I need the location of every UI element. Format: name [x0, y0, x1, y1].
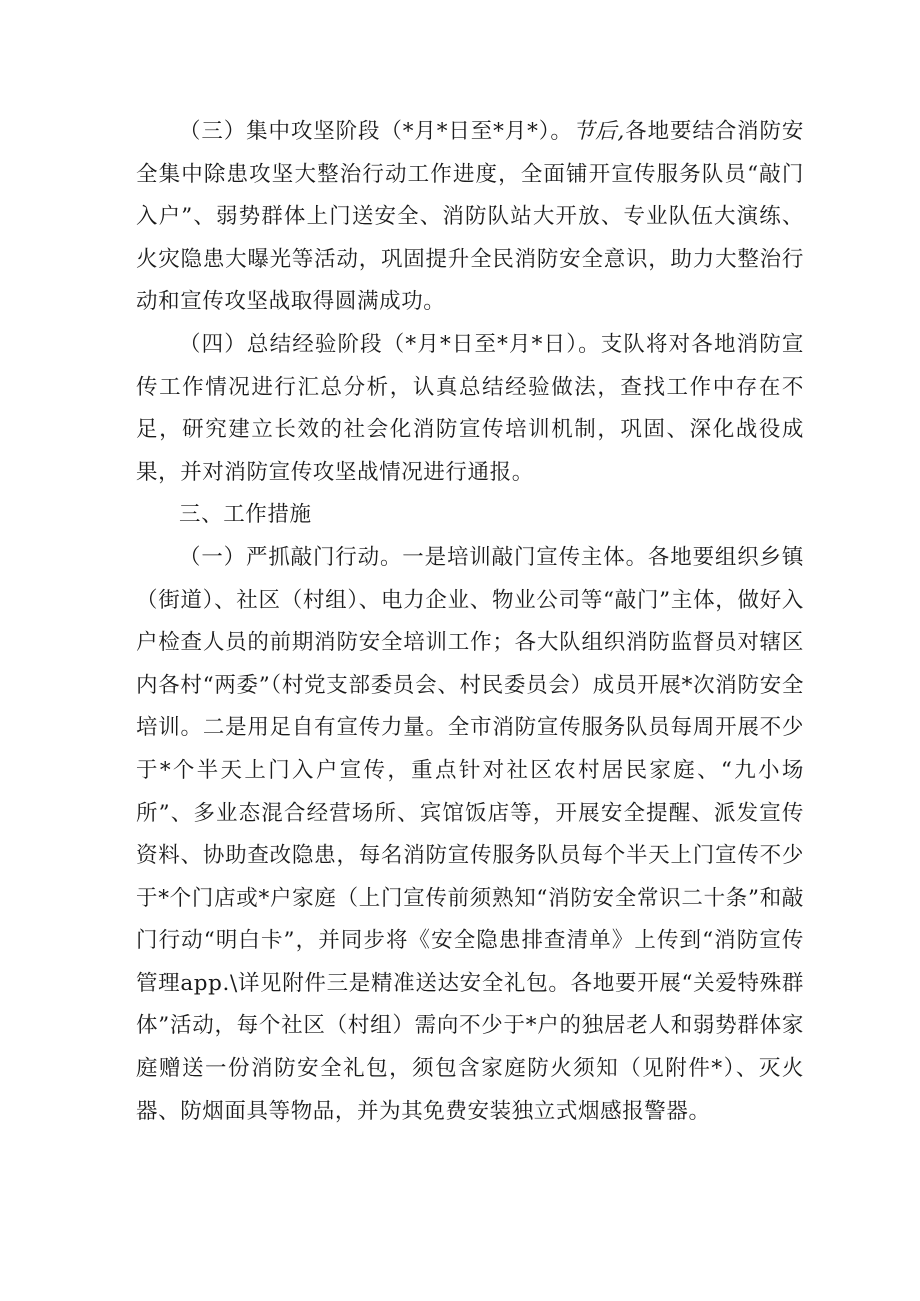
paragraph-lead: （三）集中攻坚阶段（*月*日至*月*）。 [179, 119, 573, 144]
section-heading: 三、工作措施 [179, 502, 312, 528]
paragraph-body: 支队将对各地消防宣传工作情况进行汇总分析，认真总结经验做法，查找工作中存在不足，研究建立长效的社会化消防宣传培训机制，巩固、深化战役成果，并对消防宣传攻坚战情况进行通报。 [136, 331, 804, 485]
paragraph-emphasis: 节后, [572, 119, 625, 144]
paragraph-measures: （一）严抓敲门行动。一是培训敲门宣传主体。各地要组织乡镇（街道）、社区（村组）、电力企业、物业公司等“敲门”主体，做好入户检查人员的前期消防安全培训工作；各大队组织消防监督员对辖区内各村“两委”（村党支部委员会、村民委员会）成员开展*次消防安全培训。二是用足自有宣传力量。全市消防宣传服务队员每周开展不少于*个半天上门入户宣传，重点针对社区农村居民家庭、“九小场所”、多业态混合经营场所、宾馆饭店等，开展安全提醒、派发宣传资料、协助查改隐患，每名消防宣传服务队员每个半天上门宣传不少于*个门店或*户家庭（上门宣传前须熟知“消防安全常识二十条”和敲门行动“明白卡”，并同步将《安全隐患排查清单》上传到“消防宣传管理app.\详见附件三是精准送达安全礼包。各地要开展“关爱特殊群体”活动，每个社区（村组）需向不少于*户的独居老人和弱势群体家庭赠送一份消防安全礼包，须包含家庭防火须知（见附件*）、灭火器、防烟面具等物品，并为其免费安装独立式烟感报警器。 [136, 544, 804, 1124]
paragraph-lead: （四）总结经验阶段（*月*日至*月*日）。 [179, 331, 601, 357]
paragraph-body: 各地要结合消防安全集中除患攻坚大整治行动工作进度，全面铺开宣传服务队员“敲门入户”、弱势群体上门送安全、消防队站大开放、专业队伍大演练、火灾隐患大曝光等活动，巩固提升全民消防安全意识，助力大整治行动和宣传攻坚战取得圆满成功。 [136, 119, 804, 315]
paragraph-stage-four [136, 324, 804, 494]
document-page [136, 111, 804, 1133]
paragraph-stage-three [136, 111, 804, 324]
